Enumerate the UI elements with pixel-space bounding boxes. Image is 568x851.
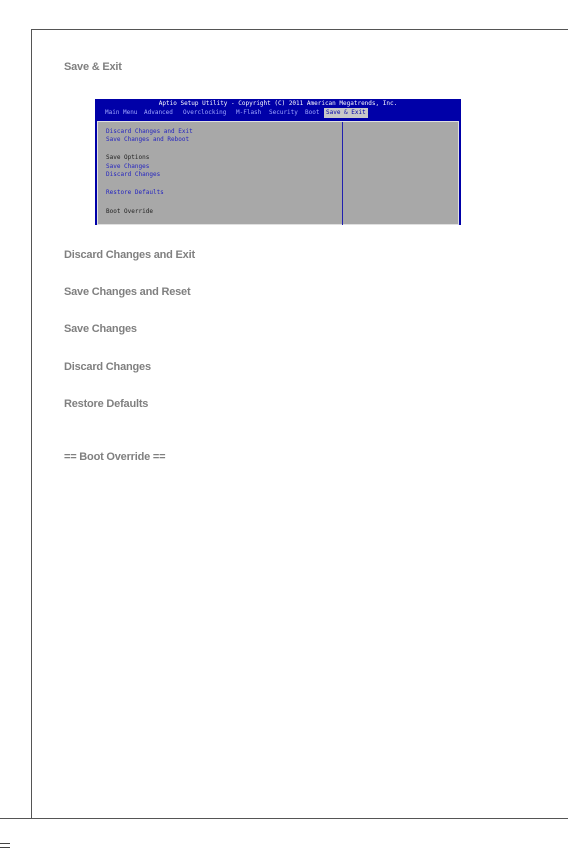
corner-mark (0, 843, 10, 848)
bios-panel (97, 121, 459, 225)
heading-boot-override: == Boot Override == (64, 451, 166, 463)
bios-help-pane-divider (342, 122, 343, 225)
section-title: Save & Exit (64, 61, 122, 73)
bios-option-save-changes[interactable]: Save Changes (106, 163, 150, 170)
bios-label-boot-override: Boot Override (106, 208, 153, 215)
page-frame-left (31, 29, 32, 818)
bios-tab-main-menu[interactable]: Main Menu (105, 109, 138, 116)
bios-label-save-options: Save Options (106, 154, 150, 161)
bios-option-discard-changes[interactable]: Discard Changes (106, 171, 161, 178)
bios-tab-boot[interactable]: Boot (305, 109, 320, 116)
bios-menubar (95, 108, 461, 118)
heading-restore-defaults: Restore Defaults (64, 398, 149, 410)
bios-screenshot (95, 99, 461, 225)
bios-tab-save-exit[interactable]: Save & Exit (326, 109, 366, 116)
heading-discard-changes: Discard Changes (64, 361, 151, 373)
bios-tab-security[interactable]: Security (269, 109, 298, 116)
bios-option-discard-exit[interactable]: Discard Changes and Exit (106, 128, 193, 135)
page-frame-bottom (0, 818, 568, 819)
bios-title: Aptio Setup Utility - Copyright (C) 2011 American Megatrends, Inc. (158, 100, 398, 107)
bios-tab-advanced[interactable]: Advanced (144, 109, 173, 116)
page-frame-top (31, 29, 568, 30)
heading-discard-changes-exit: Discard Changes and Exit (64, 249, 195, 261)
bios-option-restore-defaults[interactable]: Restore Defaults (106, 189, 164, 196)
heading-save-changes-reset: Save Changes and Reset (64, 286, 191, 298)
bios-tab-overclocking[interactable]: Overclocking (183, 109, 227, 116)
bios-option-save-reboot[interactable]: Save Changes and Reboot (106, 136, 190, 143)
heading-save-changes: Save Changes (64, 323, 137, 335)
bios-tab-m-flash[interactable]: M-Flash (236, 109, 262, 116)
